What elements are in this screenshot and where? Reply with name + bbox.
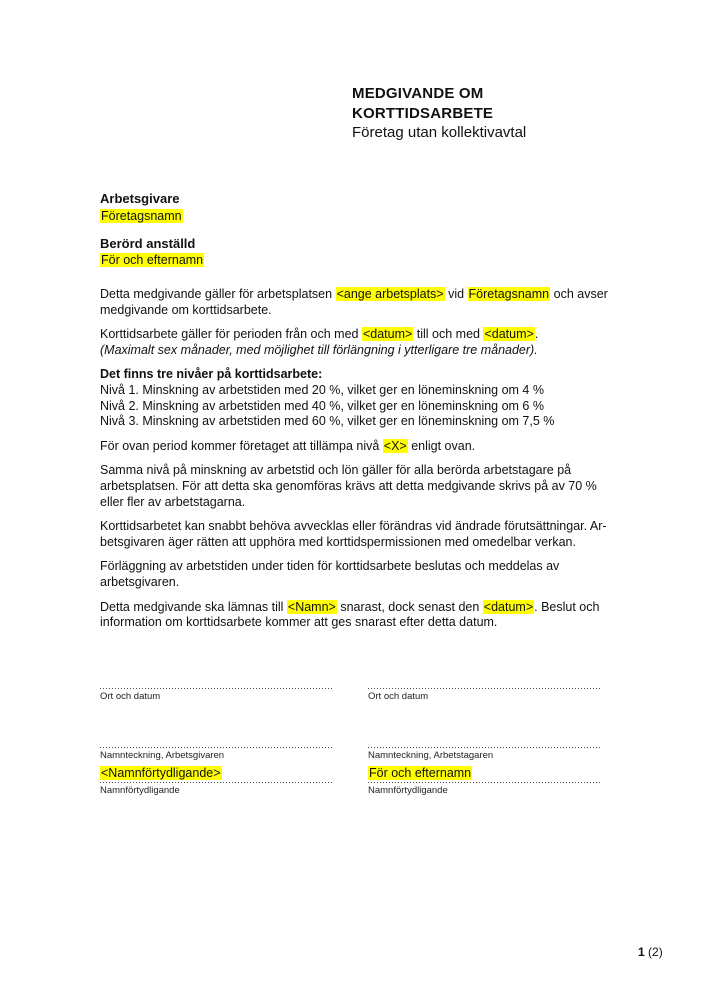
paragraph <box>100 600 614 631</box>
document-title-line2: KORTTIDSARBETE <box>352 104 494 122</box>
highlighted-placeholder[interactable]: <datum> <box>362 327 413 342</box>
paragraph <box>100 519 614 550</box>
text-segment: och avser medgivande om korttidsarbete. <box>100 287 608 317</box>
employer-value-row <box>100 208 614 225</box>
highlighted-placeholder[interactable]: <ange arbetsplats> <box>336 287 444 301</box>
text-segment: Samma nivå på minskning av arbetstid och lön gäller för alla berörda arbetstagare på arbetsplatsen. För att detta ska genomföras krävs att detta medgivande skrivs på av 70 % eller fler av arbetstagarna. <box>100 463 597 509</box>
text-segment: enligt ovan. <box>407 438 476 453</box>
text-segment: För ovan period kommer företaget att tillämpa nivå <box>100 438 383 453</box>
signature-row-employee <box>368 746 601 797</box>
text-segment: . Beslut och information om korttidsarbete kommer att ges snarast efter detta datum. <box>100 599 600 630</box>
text-segment: Nivå 2. Minskning av arbetstiden med 40 %, vilket ger en löneminskning om 6 % <box>100 398 544 413</box>
page-number <box>638 945 663 959</box>
text-segment: till och med <box>413 327 484 342</box>
highlighted-placeholder[interactable]: Företagsnamn <box>468 287 550 301</box>
paragraph <box>100 327 614 358</box>
document-subtitle: Företag utan kollektivavtal <box>352 124 527 141</box>
highlighted-placeholder[interactable]: <datum> <box>483 599 534 614</box>
body-paragraphs <box>100 287 614 640</box>
signature-label-employee: Namnteckning, Arbetstagaren <box>368 750 494 761</box>
highlighted-placeholder[interactable]: <X> <box>383 438 407 453</box>
employee-label: Berörd anställd <box>100 235 196 251</box>
name-clarification-row-employer <box>100 766 333 781</box>
signature-column-employer <box>100 680 333 797</box>
parties-section <box>100 190 614 279</box>
text-segment: Detta medgivande ska lämnas till <box>100 599 287 614</box>
employer-name-placeholder[interactable]: Företagsnamn <box>101 208 182 223</box>
name-clarification-placeholder-employee[interactable]: För och efternamn <box>369 766 472 780</box>
name-clarification-placeholder-employer[interactable]: <Namnförtydligande> <box>101 766 221 780</box>
document-title <box>352 84 652 123</box>
paragraph <box>100 559 614 590</box>
text-segment: . <box>534 327 539 342</box>
text-segment: Det finns tre nivåer på korttidsarbete: <box>100 367 323 382</box>
text-segment: vid <box>444 287 468 301</box>
text-segment: Nivå 3. Minskning av arbetstiden med 60 %, vilket ger en löneminskning om 7,5 % <box>100 414 555 429</box>
text-segment: Korttidsarbete gäller för perioden från och med <box>100 327 362 342</box>
page-number-current: 1 <box>638 945 645 959</box>
employee-section <box>100 235 614 270</box>
employer-section <box>100 190 614 225</box>
text-segment: Nivå 1. Minskning av arbetstiden med 20 %, vilket ger en löneminskning om 4 % <box>100 382 544 397</box>
paragraph <box>100 367 614 429</box>
signature-label-employer: Namnteckning, Arbetsgivaren <box>100 750 225 761</box>
paragraph <box>100 287 614 318</box>
employer-label: Arbetsgivare <box>100 191 180 206</box>
page-number-total: (2) <box>644 945 663 959</box>
highlighted-placeholder[interactable]: <datum> <box>484 327 534 342</box>
place-date-label-employee: Ort och datum <box>368 691 429 702</box>
document-title-line1: MEDGIVANDE OM <box>352 85 484 102</box>
name-clarification-label-employer: Namnförtydligande <box>100 785 180 796</box>
signature-row-employer <box>100 746 333 797</box>
text-segment: snarast, dock senast den <box>336 599 483 614</box>
employee-value-row <box>100 252 614 269</box>
text-segment: Förläggning av arbetstiden under tiden för korttidsarbete beslutas och meddelas av arbetsgivaren. <box>100 559 560 589</box>
paragraph <box>100 463 614 510</box>
highlighted-placeholder[interactable]: <Namn> <box>287 599 336 614</box>
name-clarification-row-employee <box>368 766 601 781</box>
employee-name-placeholder[interactable]: För och efternamn <box>101 253 204 267</box>
paragraph <box>100 439 614 455</box>
text-segment: Korttidsarbetet kan snabbt behöva avvecklas eller förändras vid ändrade förutsättningar. Arbetsgivaren äger rätten att upphöra med korttidspermissionen med omedelbar verkan. <box>100 519 607 549</box>
text-segment: Detta medgivande gäller för arbetsplatsen <box>100 287 336 301</box>
place-date-label-employer: Ort och datum <box>100 691 161 702</box>
signature-column-employee <box>368 680 601 797</box>
text-segment: (Maximalt sex månader, med möjlighet till förlängning i ytterligare tre månader). <box>100 342 538 357</box>
signature-area <box>100 680 611 797</box>
document-header <box>352 84 652 143</box>
name-clarification-label-employee: Namnförtydligande <box>368 785 448 796</box>
